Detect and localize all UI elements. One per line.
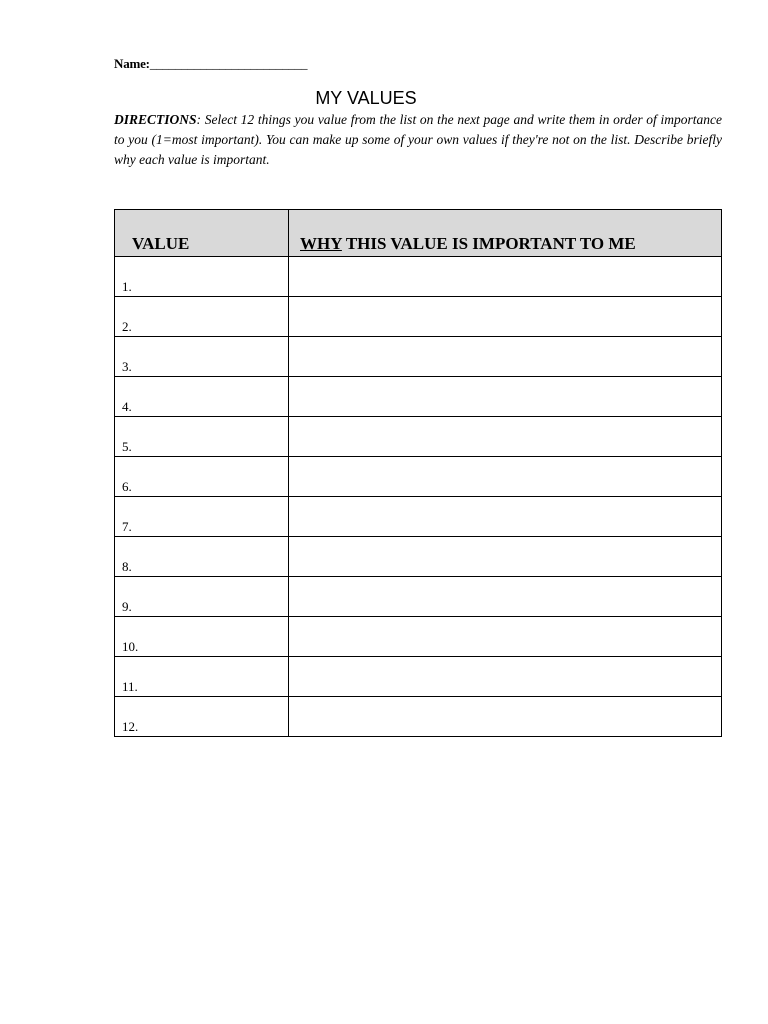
value-entry-cell[interactable]: 6.: [115, 457, 289, 497]
value-entry-cell[interactable]: 3.: [115, 337, 289, 377]
directions-paragraph: [114, 110, 722, 170]
value-entry-cell[interactable]: 11.: [115, 657, 289, 697]
why-entry-cell[interactable]: [289, 457, 722, 497]
value-entry-cell[interactable]: 1.: [115, 257, 289, 297]
why-entry-cell[interactable]: [289, 577, 722, 617]
table-row: [115, 377, 722, 417]
table-row: [115, 257, 722, 297]
why-entry-cell[interactable]: [289, 257, 722, 297]
why-entry-cell[interactable]: [289, 497, 722, 537]
why-underlined-text: WHY: [300, 234, 342, 253]
table-row: [115, 577, 722, 617]
values-table: [114, 209, 722, 737]
table-row: [115, 297, 722, 337]
table-row: [115, 497, 722, 537]
table-row: [115, 337, 722, 377]
directions-text: : Select 12 things you value from the list on the next page and write them in order of importance to you (1=most important). You can make up some of your own values if they're not on the list. Describe briefly why each value is important.: [114, 112, 722, 167]
why-entry-cell[interactable]: [289, 377, 722, 417]
name-label: Name:: [114, 56, 150, 71]
value-entry-cell[interactable]: 2.: [115, 297, 289, 337]
value-entry-cell[interactable]: 4.: [115, 377, 289, 417]
name-field: [114, 56, 307, 72]
value-entry-cell[interactable]: 8.: [115, 537, 289, 577]
table-header-row: [115, 210, 722, 257]
value-column-header: VALUE: [115, 210, 289, 257]
values-table-body: [115, 257, 722, 737]
table-row: [115, 417, 722, 457]
table-row: [115, 617, 722, 657]
table-row: [115, 697, 722, 737]
value-entry-cell[interactable]: 12.: [115, 697, 289, 737]
why-entry-cell[interactable]: [289, 697, 722, 737]
why-entry-cell[interactable]: [289, 657, 722, 697]
why-entry-cell[interactable]: [289, 417, 722, 457]
value-entry-cell[interactable]: 7.: [115, 497, 289, 537]
why-column-header: [289, 210, 722, 257]
directions-label: DIRECTIONS: [114, 112, 197, 127]
why-entry-cell[interactable]: [289, 337, 722, 377]
value-entry-cell[interactable]: 10.: [115, 617, 289, 657]
why-entry-cell[interactable]: [289, 537, 722, 577]
why-entry-cell[interactable]: [289, 617, 722, 657]
table-row: [115, 457, 722, 497]
value-entry-cell[interactable]: 9.: [115, 577, 289, 617]
page-title: MY VALUES: [315, 88, 417, 108]
why-entry-cell[interactable]: [289, 297, 722, 337]
name-blank-line[interactable]: _________________________: [149, 56, 308, 71]
table-row: [115, 537, 722, 577]
value-entry-cell[interactable]: 5.: [115, 417, 289, 457]
why-header-rest: THIS VALUE IS IMPORTANT TO ME: [341, 234, 636, 253]
table-row: [115, 657, 722, 697]
